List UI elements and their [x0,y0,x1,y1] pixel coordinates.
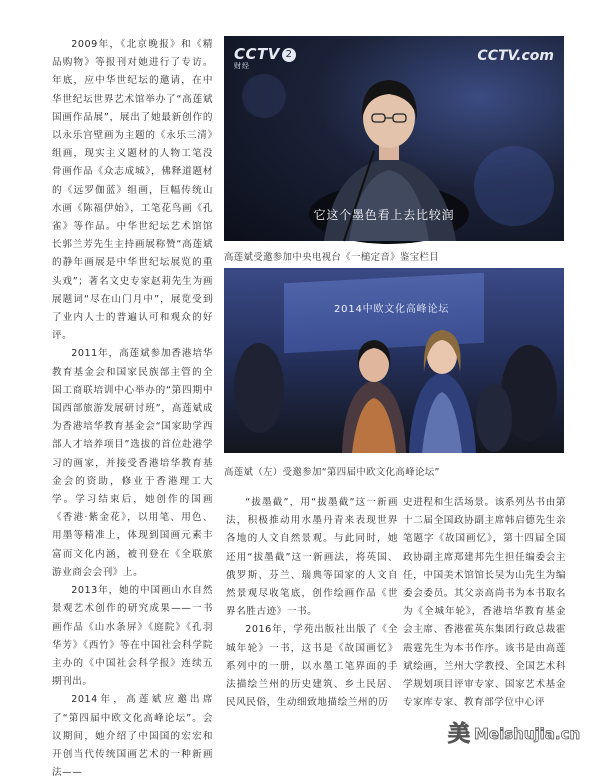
svg-text:Meishujia.cn: Meishujia.cn [474,725,581,743]
paragraph: 2014年，高莲斌应邀出席了“第四届中欧文化高峰论坛”。会议期间，她介绍了中国国的宏宏和开创当代传统国画艺术的一种新画法—— [52,694,213,779]
cctv2-logo-text: CCTV [234,45,280,63]
left-text-column [52,36,213,782]
paragraph: 2009年，《北京晚报》和《精品购物》等报刊对她进行了专访。年底，应中华世纪坛的邀请，在中华世纪坛世界艺术馆举办了“高莲斌国画作品展”，展出了她最新创作的以永乐宫壁画为主题的《永乐三清》组画，现实主义题材的人物工笔没骨画作品《众志成城》，佛释道题材的《远罗伽蓝》组画，巨幅传统山水画《陈福伊始》，工笔花鸟画《孔雀》等作品。中华世纪坛艺术馆馆长郭兰芳先生主持画展称赞“高莲斌的静年画展是中华世纪坛展览的重头戏”；著名文史专家赵莉先生为画展题词“尽在山门月中”，展览受到了业内人士的普遍认可和观众的好评。 [52,39,213,342]
channel-number: 2 [282,48,296,62]
photo-caption-top: 高莲斌受邀参加中央电视台《一槌定音》鉴宝栏目 [224,252,440,263]
two-women-figures [224,268,564,453]
site-watermark-logo [448,717,598,747]
paragraph: 2016年，学苑出版社出版了《全城年轮》一书，这书是《故国画忆》系列中的一册，以水墨工笔界面的手法描绘兰州的历史建筑、乡土民居、民风民俗，生动细致地描绘兰州的历 [226,624,398,709]
forum-banner-text: 2014中欧文化高峰论坛 [334,304,450,315]
channel-name: 财经 [234,62,250,70]
paragraph: 2011年，高莲斌参加香港培华教育基金会和国家民族部主管的全国工商联培训中心举办的“第四期中国西部旅游发展研讨班”，高莲斌成为香港培华教育基金会“国家助学西部人才培养项目”选拔的首位赴港学习的画家，并接受香港培华教育基金会的资助，修业于香港理工大学。学习结束后，她创作的国画《香港·紫金花》，以用笔、用色、用墨等精准上，体现到国画元素丰富而文化内涵，被刊登在《全联旅游业商会会刊》上。 [52,348,213,578]
middle-text-column [226,494,398,712]
paragraph: “拔墨截”，用“拔墨截”这一新画法，积极推动用水墨丹青来表现世界各地的人文自然景观。与此同时，她还用“拔墨截”这一新画法，将英国、俄罗斯、芬兰、瑞典等国家的人文自然景观尽收笔底，创作绘画作品《世界名胜古迹》一书。 [226,497,398,618]
photo-caption-bottom: 高莲斌（左）受邀参加“第四届中欧文化高峰论坛” [224,467,440,478]
right-text-column [403,494,566,712]
cctv-program-photo [224,36,564,241]
forum-photo [224,268,564,453]
cctv-com-logo: CCTV.com [477,48,554,64]
video-subtitle: 它这个墨色看上去比较润 [313,208,455,222]
paragraph: 2013年，她的中国画山水自然景观艺术创作的研究成果——一书画作品《山水条屏》《庭院》《孔羽华芳》《西竹》等在中国社会科学院主办的《中国社会科学报》连续五期刊出。 [52,585,213,688]
paragraph: 史进程和生活场景。该系列丛书由第十二届全国政协副主席韩启德先生亲笔题字《故国画忆》，第十四届全国政协副主席郑建邦先生担任编委会主任，中国美术馆馆长吴为山先生为编委会委员。其父亲高尚书为本书取名为《全城年轮》，香港培华教育基金会主席、香港霍英东集团行政总裁霍震霆先生为本书作序。该书是由高莲斌绘画，兰州大学教授、全国艺术科学规划项目评审专家、国家艺术基金专家库专家、教育部学位中心评 [403,497,566,709]
svg-text:美: 美 [448,722,471,747]
